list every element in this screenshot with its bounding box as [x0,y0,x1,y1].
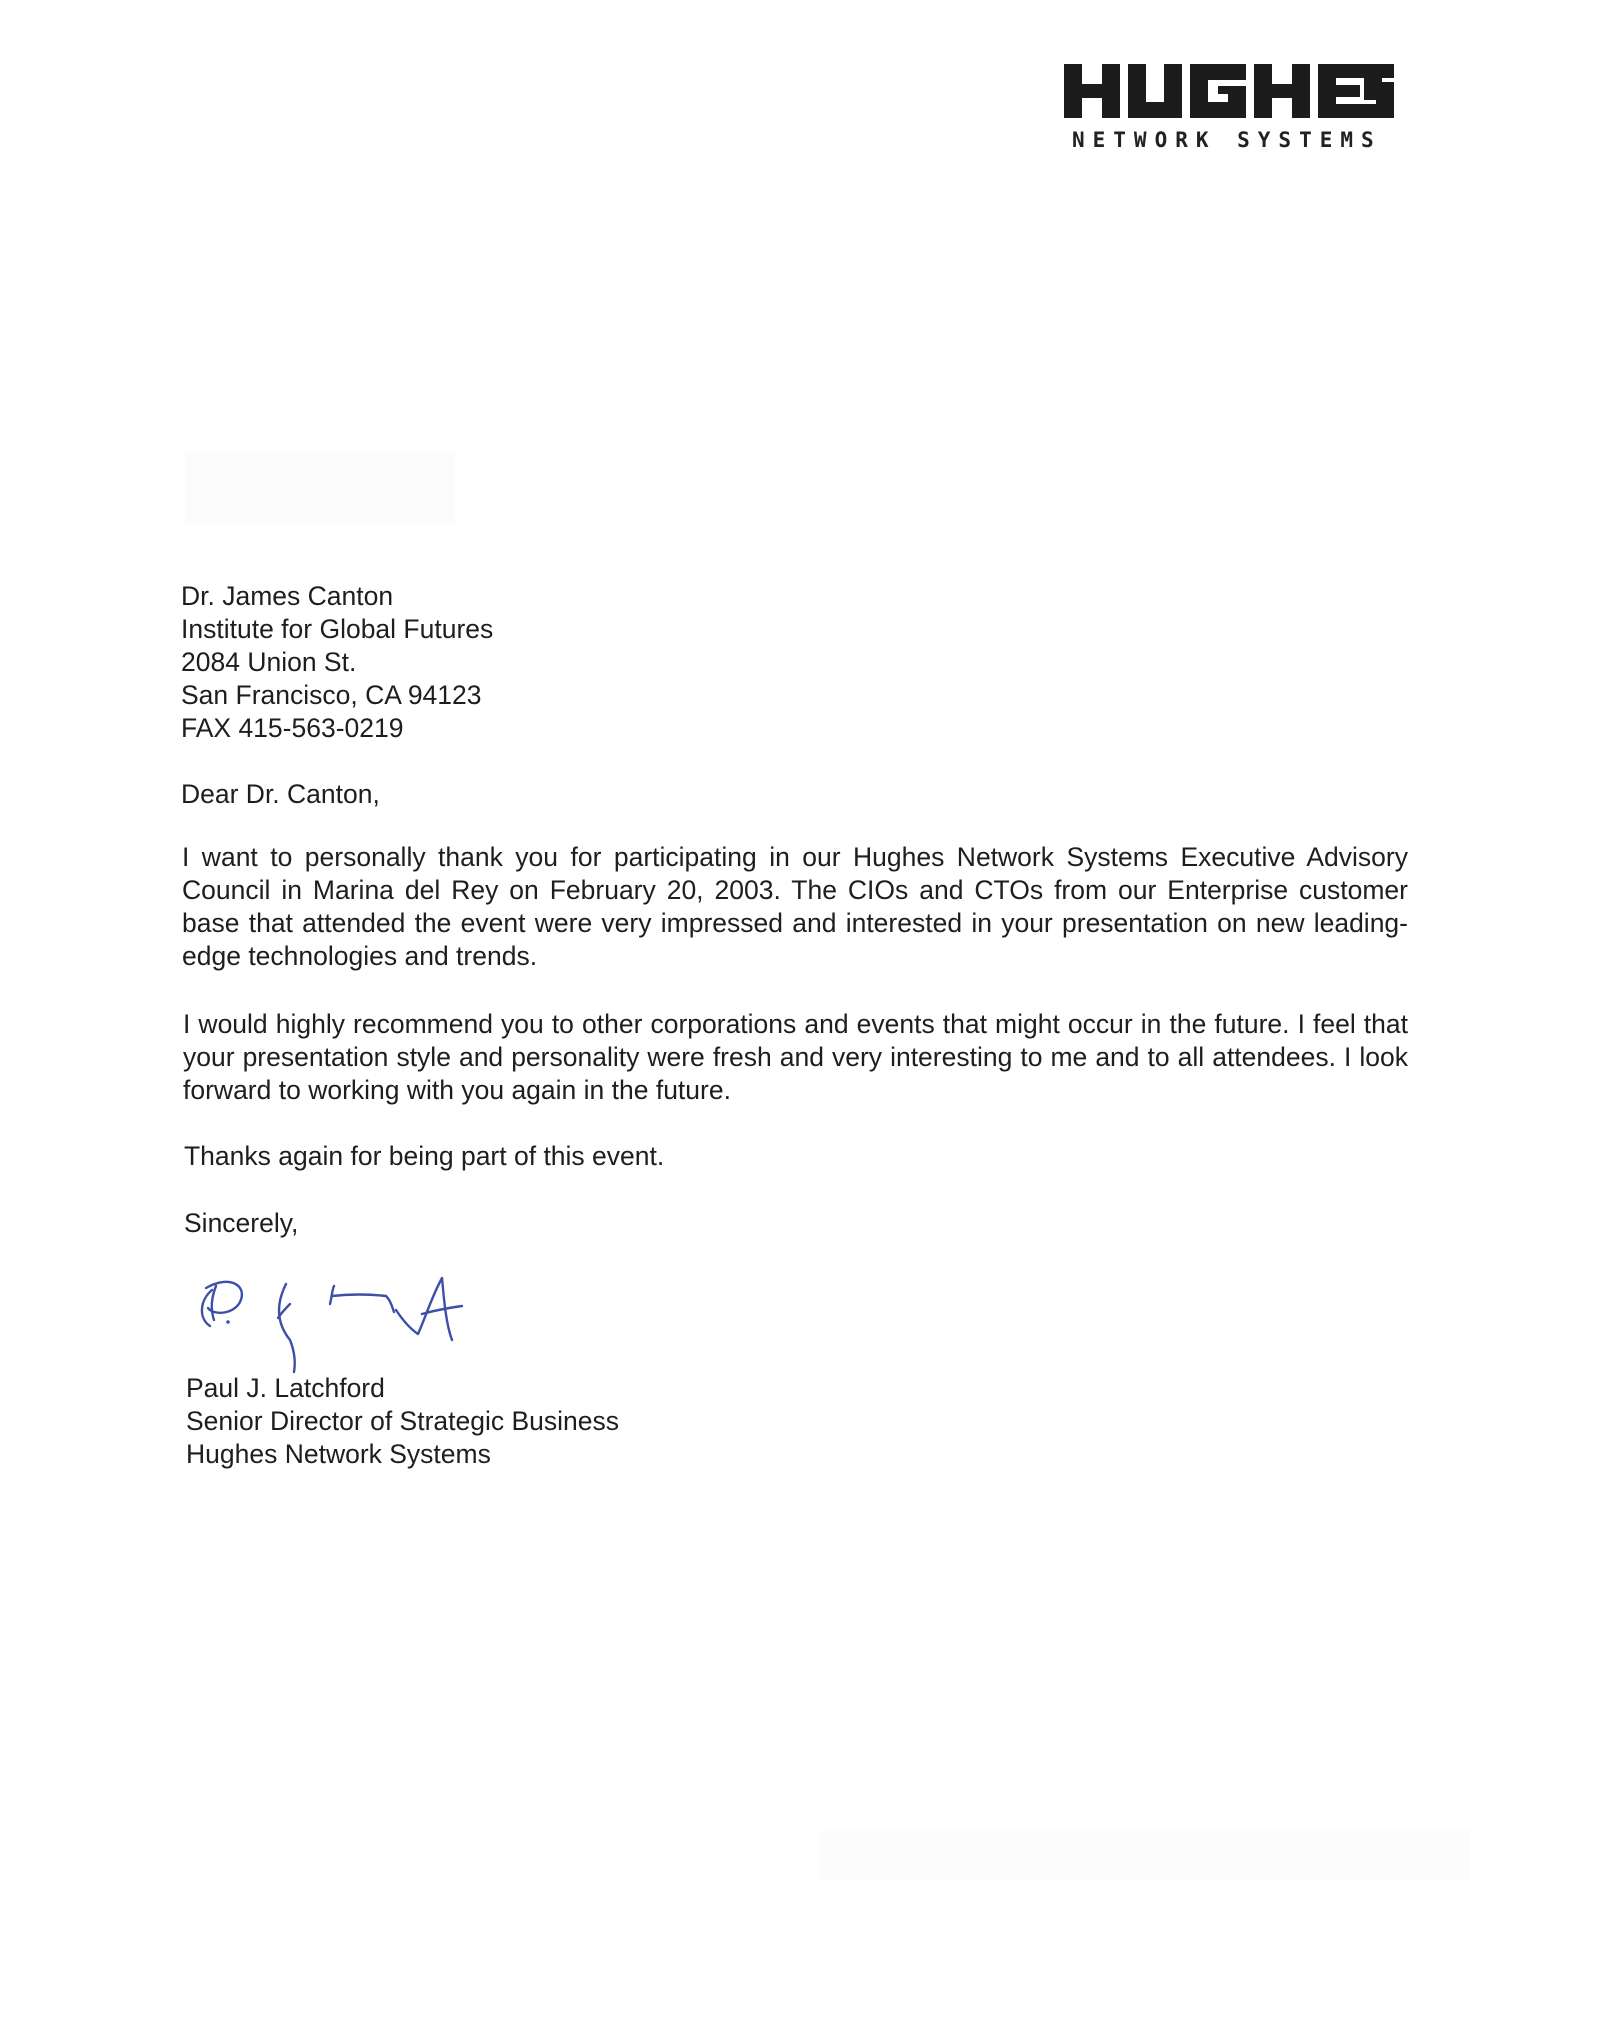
recipient-fax: FAX 415-563-0219 [181,713,404,743]
hughes-wordmark-logo [1060,58,1400,124]
sender-name: Paul J. Latchford [186,1373,385,1403]
body-paragraph-2: I would highly recommend you to other corporations and events that might occur in the future. I feel that your presentation style and personality were fresh and very interesting to me and to all attendees. I look forward to working with you again in the future. [183,1009,1408,1105]
sender-company: Hughes Network Systems [186,1439,491,1469]
sender-title: Senior Director of Strategic Business [186,1406,620,1436]
body-paragraph-3: Thanks again for being part of this event. [184,1141,665,1171]
scan-artifact [820,1830,1470,1880]
company-logo [1060,58,1400,158]
faded-date-area [185,453,455,523]
letterhead-subtitle: NETWORK SYSTEMS [1072,128,1382,152]
recipient-address [181,580,1411,745]
recipient-city: San Francisco, CA 94123 [181,680,482,710]
salutation: Dear Dr. Canton, [181,779,380,809]
handwritten-signature [190,1260,480,1380]
body-paragraph-1: I want to personally thank you for participating in our Hughes Network Systems Executive Advisory Council in Marina del Rey on February 20, 2003. The CIOs and CTOs from our Enterprise customer base that attended the event were very impressed and interested in your presentation on new leading-edge technologies and trends. [182,842,1408,971]
recipient-street: 2084 Union St. [181,647,357,677]
recipient-organization: Institute for Global Futures [181,614,494,644]
recipient-name: Dr. James Canton [181,581,394,611]
closing: Sincerely, [184,1208,299,1238]
sender-block [186,1372,1416,1471]
